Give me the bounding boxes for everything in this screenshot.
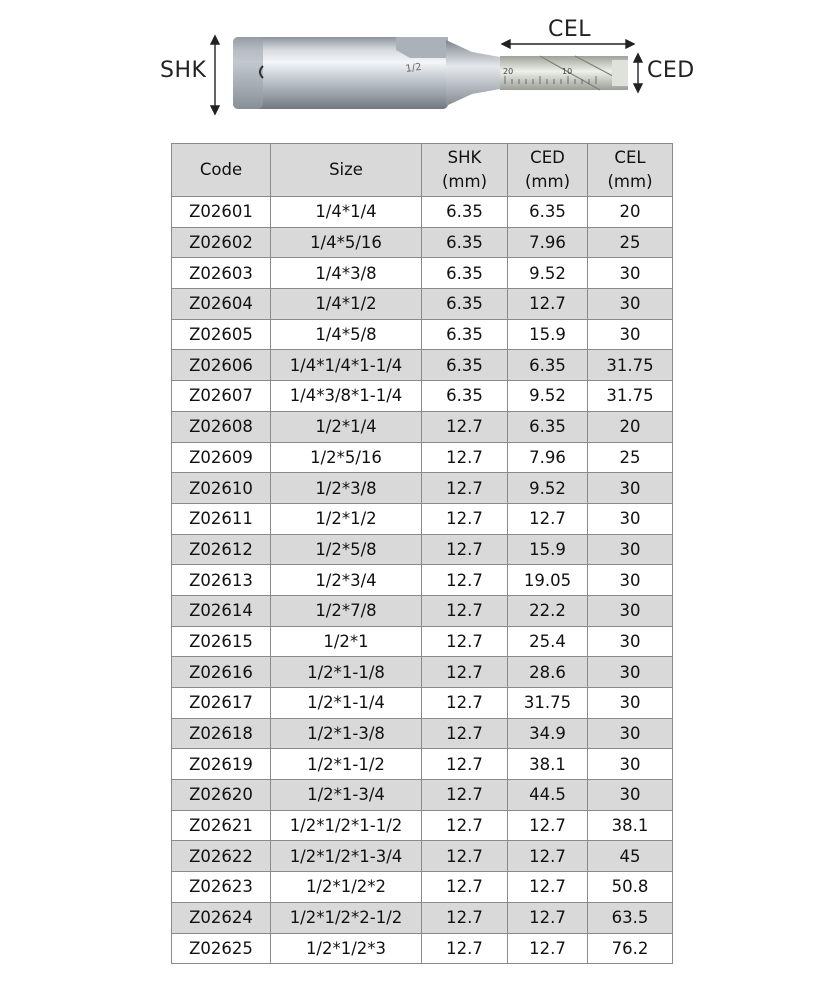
cell-shk: 12.7 <box>422 442 508 473</box>
header-ced-unit: (mm) <box>524 172 571 191</box>
cell-ced: 7.96 <box>508 227 588 258</box>
cell-shk: 12.7 <box>422 810 508 841</box>
cell-ced: 38.1 <box>508 749 588 780</box>
cell-code: Z02623 <box>172 872 271 903</box>
cell-code: Z02605 <box>172 319 271 350</box>
cell-code: Z02609 <box>172 442 271 473</box>
cell-cel: 30 <box>588 289 673 320</box>
cell-code: Z02617 <box>172 688 271 719</box>
cell-cel: 30 <box>588 718 673 749</box>
cell-ced: 12.7 <box>508 289 588 320</box>
cell-code: Z02614 <box>172 595 271 626</box>
cell-cel: 30 <box>588 626 673 657</box>
cell-ced: 15.9 <box>508 319 588 350</box>
cell-ced: 34.9 <box>508 718 588 749</box>
cell-shk: 6.35 <box>422 319 508 350</box>
cell-code: Z02606 <box>172 350 271 381</box>
cell-size: 1/4*3/8 <box>271 258 422 289</box>
cell-shk: 12.7 <box>422 411 508 442</box>
cell-ced: 12.7 <box>508 503 588 534</box>
cell-shk: 12.7 <box>422 718 508 749</box>
cell-size: 1/4*5/16 <box>271 227 422 258</box>
cell-shk: 12.7 <box>422 534 508 565</box>
router-bit-diagram <box>0 0 833 140</box>
cell-code: Z02607 <box>172 381 271 412</box>
cell-cel: 45 <box>588 841 673 872</box>
cell-shk: 6.35 <box>422 258 508 289</box>
cell-cel: 30 <box>588 565 673 596</box>
cell-code: Z02602 <box>172 227 271 258</box>
cell-shk: 12.7 <box>422 626 508 657</box>
cell-code: Z02608 <box>172 411 271 442</box>
cell-size: 1/4*1/2 <box>271 289 422 320</box>
header-cel-title: CEL <box>614 148 646 167</box>
cell-shk: 12.7 <box>422 749 508 780</box>
header-code: Code <box>172 144 271 197</box>
cell-shk: 12.7 <box>422 503 508 534</box>
table-row <box>172 841 673 872</box>
cell-shk: 12.7 <box>422 780 508 811</box>
cell-code: Z02625 <box>172 933 271 964</box>
cell-size: 1/2*1/2*1-3/4 <box>271 841 422 872</box>
cell-cel: 30 <box>588 319 673 350</box>
cell-ced: 9.52 <box>508 258 588 289</box>
cell-shk: 12.7 <box>422 473 508 504</box>
cell-shk: 6.35 <box>422 350 508 381</box>
table-row <box>172 626 673 657</box>
scale-mark-20: 20 <box>503 67 514 76</box>
cell-shk: 12.7 <box>422 872 508 903</box>
cell-shk: 6.35 <box>422 197 508 228</box>
header-shk-unit: (mm) <box>441 172 488 191</box>
cell-size: 1/4*5/8 <box>271 319 422 350</box>
cell-code: Z02615 <box>172 626 271 657</box>
cell-cel: 30 <box>588 657 673 688</box>
cell-ced: 25.4 <box>508 626 588 657</box>
cell-cel: 31.75 <box>588 350 673 381</box>
cell-size: 1/2*5/8 <box>271 534 422 565</box>
header-cel-unit: (mm) <box>607 172 653 191</box>
cel-label: CEL <box>548 17 592 42</box>
header-shk-title: SHK <box>447 148 482 167</box>
cell-ced: 7.96 <box>508 442 588 473</box>
router-bit-cutter <box>500 56 628 90</box>
cell-code: Z02611 <box>172 503 271 534</box>
ced-label: CED <box>647 58 695 83</box>
table-row <box>172 902 673 933</box>
cell-size: 1/4*3/8*1-1/4 <box>271 381 422 412</box>
table-row <box>172 411 673 442</box>
cell-size: 1/2*1-3/4 <box>271 780 422 811</box>
cell-size: 1/2*5/16 <box>271 442 422 473</box>
cell-ced: 12.7 <box>508 872 588 903</box>
cell-cel: 30 <box>588 534 673 565</box>
cell-size: 1/2*1-1/8 <box>271 657 422 688</box>
cell-shk: 6.35 <box>422 289 508 320</box>
table-row <box>172 565 673 596</box>
table-row <box>172 872 673 903</box>
cell-code: Z02616 <box>172 657 271 688</box>
table-row <box>172 657 673 688</box>
cell-size: 1/2*1-1/4 <box>271 688 422 719</box>
cell-cel: 20 <box>588 411 673 442</box>
table-row <box>172 534 673 565</box>
cell-ced: 12.7 <box>508 810 588 841</box>
cell-size: 1/2*1 <box>271 626 422 657</box>
table-row <box>172 289 673 320</box>
cell-code: Z02604 <box>172 289 271 320</box>
table-row <box>172 933 673 964</box>
cell-size: 1/2*1/2 <box>271 503 422 534</box>
table-row <box>172 749 673 780</box>
cell-size: 1/2*1-1/2 <box>271 749 422 780</box>
table-row <box>172 258 673 289</box>
cell-size: 1/4*1/4*1-1/4 <box>271 350 422 381</box>
spec-table <box>171 143 673 964</box>
cell-size: 1/2*7/8 <box>271 595 422 626</box>
cell-ced: 12.7 <box>508 902 588 933</box>
table-row <box>172 810 673 841</box>
cell-shk: 12.7 <box>422 902 508 933</box>
cell-ced: 6.35 <box>508 411 588 442</box>
cell-cel: 30 <box>588 688 673 719</box>
cell-size: 1/4*1/4 <box>271 197 422 228</box>
cell-cel: 38.1 <box>588 810 673 841</box>
table-row <box>172 227 673 258</box>
cell-cel: 31.75 <box>588 381 673 412</box>
svg-text:1/2: 1/2 <box>404 61 423 75</box>
cell-shk: 6.35 <box>422 227 508 258</box>
table-row <box>172 381 673 412</box>
cell-ced: 15.9 <box>508 534 588 565</box>
router-bit-neck <box>446 40 500 106</box>
cell-cel: 20 <box>588 197 673 228</box>
header-cel <box>588 144 673 197</box>
cell-code: Z02613 <box>172 565 271 596</box>
router-bit-illustration <box>0 0 833 140</box>
cell-cel: 76.2 <box>588 933 673 964</box>
table-row <box>172 350 673 381</box>
table-row <box>172 718 673 749</box>
cell-code: Z02620 <box>172 780 271 811</box>
cell-code: Z02619 <box>172 749 271 780</box>
cell-code: Z02618 <box>172 718 271 749</box>
cell-ced: 22.2 <box>508 595 588 626</box>
table-row <box>172 319 673 350</box>
cell-code: Z02610 <box>172 473 271 504</box>
cell-code: Z02612 <box>172 534 271 565</box>
header-shk <box>422 144 508 197</box>
table-header <box>172 144 673 197</box>
header-size: Size <box>271 144 422 197</box>
cell-code: Z02624 <box>172 902 271 933</box>
cell-cel: 50.8 <box>588 872 673 903</box>
cell-ced: 31.75 <box>508 688 588 719</box>
table-row <box>172 473 673 504</box>
shk-label: SHK <box>160 58 207 83</box>
cell-shk: 12.7 <box>422 565 508 596</box>
table-row <box>172 197 673 228</box>
cell-shk: 12.7 <box>422 841 508 872</box>
cell-size: 1/2*1/4 <box>271 411 422 442</box>
header-ced <box>508 144 588 197</box>
cell-ced: 28.6 <box>508 657 588 688</box>
cell-size: 1/2*1/2*2-1/2 <box>271 902 422 933</box>
cell-size: 1/2*1/2*2 <box>271 872 422 903</box>
cell-shk: 12.7 <box>422 657 508 688</box>
cell-code: Z02603 <box>172 258 271 289</box>
cell-ced: 19.05 <box>508 565 588 596</box>
cell-cel: 30 <box>588 780 673 811</box>
ced-dimension-arrow <box>634 54 642 92</box>
cell-cel: 30 <box>588 595 673 626</box>
cell-cel: 30 <box>588 503 673 534</box>
table-row <box>172 442 673 473</box>
shk-dimension-arrow <box>211 36 219 114</box>
table-row <box>172 688 673 719</box>
cell-size: 1/2*1-3/8 <box>271 718 422 749</box>
header-ced-title: CED <box>530 148 565 167</box>
scale-mark-10: 10 <box>562 67 573 76</box>
table-row <box>172 780 673 811</box>
cell-cel: 25 <box>588 227 673 258</box>
cell-size: 1/2*3/4 <box>271 565 422 596</box>
cell-ced: 44.5 <box>508 780 588 811</box>
table-row <box>172 503 673 534</box>
header-row <box>172 144 673 197</box>
cell-shk: 12.7 <box>422 595 508 626</box>
cell-ced: 9.52 <box>508 473 588 504</box>
cell-ced: 6.35 <box>508 350 588 381</box>
router-bit-shank <box>233 37 448 109</box>
cell-shk: 6.35 <box>422 381 508 412</box>
cell-ced: 12.7 <box>508 933 588 964</box>
table-body <box>172 197 673 964</box>
cell-cel: 25 <box>588 442 673 473</box>
cell-size: 1/2*3/8 <box>271 473 422 504</box>
cell-ced: 9.52 <box>508 381 588 412</box>
cell-size: 1/2*1/2*1-1/2 <box>271 810 422 841</box>
cell-cel: 30 <box>588 258 673 289</box>
table-row <box>172 595 673 626</box>
cell-ced: 6.35 <box>508 197 588 228</box>
cell-size: 1/2*1/2*3 <box>271 933 422 964</box>
cell-cel: 30 <box>588 473 673 504</box>
cell-shk: 12.7 <box>422 688 508 719</box>
cell-code: Z02621 <box>172 810 271 841</box>
cell-cel: 30 <box>588 749 673 780</box>
cell-code: Z02622 <box>172 841 271 872</box>
cell-code: Z02601 <box>172 197 271 228</box>
cell-ced: 12.7 <box>508 841 588 872</box>
cell-cel: 63.5 <box>588 902 673 933</box>
cell-shk: 12.7 <box>422 933 508 964</box>
